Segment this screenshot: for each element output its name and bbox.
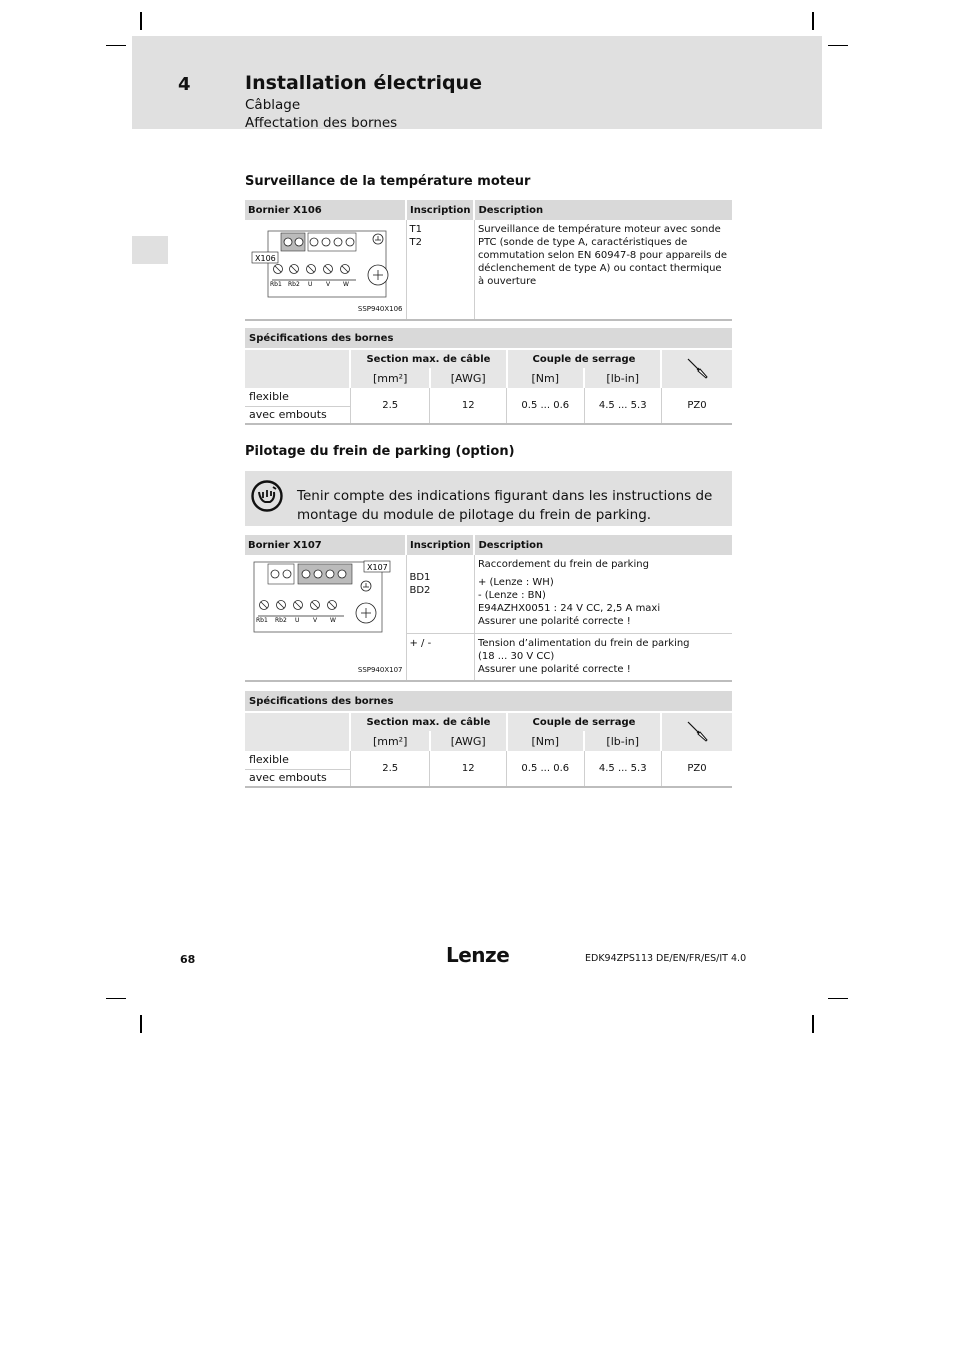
description-line: Assurer une polarité correcte ! [477, 664, 631, 676]
diagram-terminal: V [326, 281, 331, 288]
crop-mark [140, 12, 142, 30]
torque-header: Couple de serrage [507, 713, 662, 731]
col-header: Description [474, 535, 732, 555]
inscription: T1 [409, 224, 422, 235]
diagram-terminal: Rb1 [270, 281, 282, 288]
value: 2.5 [350, 388, 430, 424]
terminal-diagram-cell [245, 555, 406, 681]
description-line: Raccordement du frein de parking [477, 559, 649, 570]
inscription-cell: + / - [406, 634, 474, 681]
unit: [lb-in] [584, 368, 661, 388]
inscription: BD1 [409, 572, 431, 583]
crop-mark [106, 45, 126, 46]
section-header: Section max. de câble [350, 713, 506, 731]
diagram-terminal: W [343, 281, 349, 288]
specs-title: Spécifications des bornes [249, 332, 394, 344]
crop-mark [140, 1015, 142, 1033]
unit: [mm²] [350, 368, 430, 388]
crop-mark [812, 12, 814, 30]
col-header: Inscription [406, 200, 474, 220]
diagram-caption: SSP940X107 [357, 666, 403, 674]
col-header: Bornier X106 [245, 200, 406, 220]
value: PZ0 [661, 388, 732, 424]
description-line: Assurer une polarité correcte ! [477, 616, 631, 627]
terminal-table-x106 [245, 200, 732, 321]
section-title: Surveillance de la température moteur [245, 174, 531, 189]
diagram-terminal: V [313, 617, 318, 624]
value: 2.5 [350, 751, 430, 787]
diagram-label: X107 [367, 563, 388, 572]
terminal-x106-diagram [248, 223, 398, 301]
specs-title: Spécifications des bornes [249, 695, 394, 707]
section-title: Pilotage du frein de parking (option) [245, 444, 515, 459]
inscription-cell [406, 555, 474, 634]
crop-mark [828, 45, 848, 46]
unit: [Nm] [507, 731, 585, 751]
value: 0.5 ... 0.6 [507, 388, 585, 424]
row-label: flexible [245, 388, 350, 406]
torque-header: Couple de serrage [507, 350, 662, 368]
side-tab [132, 236, 168, 264]
diagram-caption: SSP940X106 [357, 305, 403, 313]
description-cell [474, 555, 732, 634]
col-header: Inscription [406, 535, 474, 555]
diagram-terminal: W [330, 617, 336, 624]
diagram-label: X106 [255, 254, 276, 263]
description-line: - (Lenze : BN) [477, 590, 546, 601]
lenze-logo: Lenze [446, 943, 510, 967]
value: 12 [430, 388, 507, 424]
note-text: Tenir compte des indications figurant dans les instructions de montage du module de pilotage du frein de parking. [297, 488, 713, 523]
description-cell [474, 634, 732, 681]
inscription: BD2 [409, 585, 431, 596]
crop-mark [812, 1015, 814, 1033]
diagram-terminal: Rb2 [288, 281, 300, 288]
terminal-x107-diagram [248, 558, 398, 662]
document-id: EDK94ZPS113 DE/EN/FR/ES/IT 4.0 [585, 953, 747, 964]
unit: [lb-in] [584, 731, 661, 751]
note-box [245, 471, 732, 526]
diagram-terminal: Rb1 [256, 617, 268, 624]
value: 12 [430, 751, 507, 787]
terminal-specs-table [245, 328, 732, 425]
terminal-specs-table [245, 691, 732, 788]
screwdriver-icon [684, 355, 710, 381]
description-line: Tension d’alimentation du frein de parking [477, 638, 690, 650]
row-label: avec embouts [245, 769, 350, 787]
page-number: 68 [180, 953, 196, 966]
row-label: avec embouts [245, 406, 350, 424]
diagram-terminal: Rb2 [275, 617, 287, 624]
description-line: + (Lenze : WH) [477, 577, 554, 588]
value: 4.5 ... 5.3 [584, 751, 661, 787]
unit: [AWG] [430, 731, 507, 751]
description-cell: Surveillance de température moteur avec sonde PTC (sonde de type A, caractéristiques de commutation selon EN 60947-8 pour appareils de déclenchement de type A) ou contact thermique à ouverture [474, 220, 732, 320]
value: 4.5 ... 5.3 [584, 388, 661, 424]
subtitle: Câblage [245, 97, 301, 113]
chapter-title: Installation électrique [245, 72, 482, 94]
unit: [Nm] [507, 368, 585, 388]
inscription: T2 [409, 237, 422, 248]
col-header: Description [474, 200, 732, 220]
inscription-cell [406, 220, 474, 320]
description-line: (18 ... 30 V CC) [477, 651, 555, 663]
terminal-diagram-cell [245, 220, 406, 320]
unit: [AWG] [430, 368, 507, 388]
terminal-table-x107 [245, 535, 732, 682]
col-header: Bornier X107 [245, 535, 406, 555]
row-label: flexible [245, 751, 350, 769]
value: 0.5 ... 0.6 [507, 751, 585, 787]
chapter-number: 4 [178, 74, 191, 95]
diagram-terminal: U [295, 617, 300, 624]
crop-mark [828, 998, 848, 999]
screwdriver-icon [684, 718, 710, 744]
description-line: E94AZHX0051 : 24 V CC, 2,5 A maxi [477, 603, 661, 614]
subtitle: Affectation des bornes [245, 115, 398, 131]
section-header: Section max. de câble [350, 350, 506, 368]
unit: [mm²] [350, 731, 430, 751]
hand-note-icon [250, 479, 284, 513]
value: PZ0 [661, 751, 732, 787]
diagram-terminal: U [308, 281, 313, 288]
crop-mark [106, 998, 126, 999]
